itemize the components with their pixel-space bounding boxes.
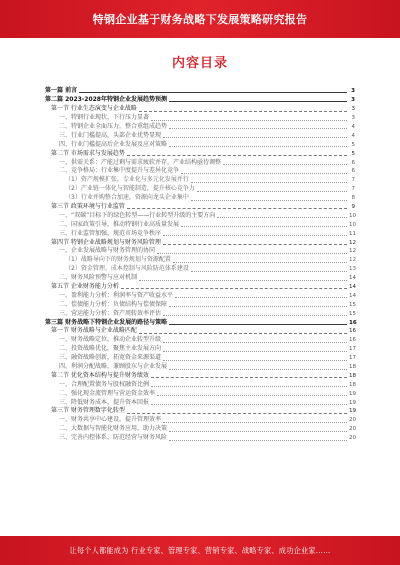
toc-entry[interactable] [45,86,355,95]
toc-entry-page: 14 [349,292,356,299]
toc-entry-title: 第二节 市场需求与发展趋势 [51,149,125,157]
toc-leader [139,280,347,281]
toc-leader [139,111,347,112]
toc-entry-title: 一、合理配置债务与股权融资比例 [59,380,150,388]
toc-entry-title: 一、“双碳”目标下的绿色转型——行业转型升级的主要方向 [59,211,216,219]
toc-leader [127,155,347,156]
toc-entry-title: 第一篇 前言 [45,87,78,95]
toc-leader [169,440,347,441]
toc-entry-page: 3 [351,88,355,95]
toc-entry-title: 第三节 政策环境与行业监管 [51,202,125,210]
toc-entry-page: 18 [349,372,356,379]
toc-leader [151,120,347,121]
toc-entry[interactable] [45,335,355,344]
toc-entry-title: 二、竞争格局：行业集中度提升与差异化竞争 [59,167,180,175]
toc-leader [151,386,347,387]
document-title: 特钢企业基于财务战略下发展策略研究报告 [92,13,308,26]
toc-entry[interactable] [45,139,355,148]
toc-entry-title: 二、特钢企业全面压力，整合重组成趋势 [59,122,168,130]
toc-entry-page: 7 [351,177,355,184]
toc-entry[interactable] [45,219,355,228]
toc-entry-page: 18 [349,381,356,388]
toc-leader [151,377,347,378]
toc-leader [181,173,347,174]
toc-entry-page: 12 [349,257,356,264]
toc-entry-page: 5 [351,141,355,148]
toc-leader [79,92,347,93]
toc-leader [163,315,347,316]
toc-entry-title: 第五节 企业财务能力分析 [51,282,119,290]
toc-entry[interactable] [45,228,355,237]
toc-leader [169,306,347,307]
toc-leader [191,271,347,272]
toc-leader [191,182,347,183]
toc-entry[interactable] [45,184,355,193]
toc-entry[interactable] [45,113,355,122]
toc-entry-title: 一、企业发展战略与财务管理的协同 [59,247,156,255]
toc-entry[interactable] [45,424,355,433]
toc-leader [173,262,347,263]
toc-entry-page: 19 [349,408,356,415]
toc-leader [163,235,347,236]
toc-entry[interactable] [45,210,355,219]
toc-entry-title: 二、大数据与智能化财务应用，助力决策 [59,425,168,433]
toc-entry-title: 第四节 特钢企业战略规划与财务风险管理 [51,238,161,246]
toc-entry[interactable] [45,353,355,362]
toc-entry[interactable] [45,379,355,388]
footer-slogan: 让每个人都能成为 行业专家、管理专家、营销专家、战略专家、成功企业家…… [69,545,331,555]
toc-entry-page: 4 [351,132,355,139]
toc-entry-page: 6 [351,168,355,175]
toc-leader [163,351,347,352]
toc-entry-title: 第三节 财务管理数字化转型 [51,407,125,415]
toc-entry-title: （2）产业链一体化与智能制造，提升核心竞争力 [65,185,195,193]
toc-leader [169,146,347,147]
toc-entry-page: 16 [349,337,356,344]
toc-leader [139,333,347,334]
toc-entry-title: 一、财务共享中心建设，提升管理效率 [59,416,162,424]
toc-entry[interactable] [45,246,355,255]
toc-leader [181,226,347,227]
toc-entry-title: 一、财务战略定位，推动企业转型升级 [59,336,162,344]
toc-leader [163,244,347,245]
toc-entry-page: 20 [349,435,356,442]
toc-entry-page: 3 [351,106,355,113]
toc-entry-title: 二、国家政策引导，推动特钢行业高质量发展 [59,220,180,228]
toc-leader [223,164,347,165]
toc-leader [163,422,347,423]
toc-entry[interactable] [45,202,355,211]
toc-leader [163,360,347,361]
toc-entry-page: 8 [351,195,355,202]
toc-entry-page: 16 [349,319,357,326]
toc-entry-page: 13 [349,266,356,273]
toc-entry[interactable] [45,388,355,397]
toc-entry[interactable] [45,371,355,380]
toc-leader [169,101,347,102]
toc-entry-page: 3 [351,97,355,104]
toc-entry[interactable] [45,308,355,317]
toc-entry[interactable] [45,157,355,166]
toc-entry[interactable] [45,237,355,246]
toc-leader [169,128,347,129]
toc-entry-page: 19 [349,390,356,397]
toc-entry-title: 二、投资战略优化，聚焦主业发展方向 [59,345,162,353]
toc-entry-page: 5 [351,150,355,157]
toc-entry[interactable] [45,166,355,175]
document-footer [0,536,400,565]
toc-entry[interactable] [45,326,355,335]
toc-entry-page: 4 [351,123,355,130]
toc-entry-page: 17 [349,355,356,362]
toc-entry-title: 三、行业门槛提高，头部企业优势显现 [59,131,162,139]
toc-entry[interactable] [45,193,355,202]
toc-entry-page: 11 [349,230,356,237]
toc-entry[interactable] [45,255,355,264]
toc-leader [169,431,347,432]
table-of-contents [45,86,355,442]
toc-leader [191,200,347,201]
toc-entry-title: 第一节 行业生态演变与企业战略 [51,105,137,113]
toc-leader [151,404,347,405]
toc-entry-title: 三、融资战略创新，拓宽资金来源渠道 [59,354,162,362]
toc-entry-page: 12 [349,239,356,246]
toc-entry-title: 三、完善内控体系，防范经营与财务风险 [59,434,168,442]
toc-entry-page: 14 [349,283,356,290]
toc-leader [163,342,347,343]
toc-entry-title: （1）资产规模扩张，专业化与多元化发展并行 [65,176,189,184]
toc-title: 内容目录 [171,56,228,71]
toc-entry-title: 一、特钢行业现状，下行压力显著 [59,114,150,122]
toc-leader [121,288,347,289]
toc-entry-page: 18 [349,364,356,370]
toc-entry[interactable] [45,175,355,184]
toc-entry-page: 19 [349,399,356,406]
toc-entry-page: 7 [351,186,355,193]
toc-entry[interactable] [45,104,355,113]
toc-entry[interactable] [45,95,355,104]
toc-entry-title: 三、营运能力分析：资产周转效率评估 [59,309,162,317]
toc-leader [157,253,347,254]
toc-entry-page: 6 [351,159,355,166]
toc-entry[interactable] [45,299,355,308]
toc-entry[interactable] [45,290,355,299]
toc-entry-title: 第二篇 2023-2028年特钢企业发展趋势预测 [45,96,167,104]
document-header [0,0,400,38]
toc-entry-page: 3 [351,115,355,122]
toc-entry-page: 12 [349,248,356,255]
toc-entry-page: 17 [349,346,356,353]
toc-entry[interactable] [45,130,355,139]
toc-entry-page: 15 [349,301,356,308]
toc-entry[interactable] [45,397,355,406]
toc-entry-title: 第三篇 财务战略下特钢企业发展的路径与策略 [45,318,168,326]
toc-entry-page: 20 [349,417,356,424]
toc-leader [175,297,347,298]
toc-entry[interactable] [45,122,355,131]
toc-leader [127,208,347,209]
toc-entry-title: （2）资金管理、成本控制与风险防范体系建设 [65,265,189,273]
toc-leader [197,191,347,192]
toc-entry-title: 第二节 优化资本结构与提升财务绩效 [51,371,149,379]
toc-leader [217,217,347,218]
toc-entry[interactable] [45,317,355,326]
toc-entry[interactable] [45,433,355,442]
toc-entry-page: 9 [351,203,355,210]
toc-entry-page: 10 [349,212,356,219]
toc-entry[interactable] [45,264,355,273]
toc-entry[interactable] [45,148,355,157]
toc-entry-title: 三、行业监管加强，规范市场竞争秩序 [59,229,162,237]
toc-leader [127,413,347,414]
toc-entry-page: 16 [349,328,356,335]
toc-entry-title: 四、利润分配战略，兼顾股东与企业发展 [59,363,168,370]
toc-entry-title: （1）战略导向下的财务规划与资源配置 [65,256,171,264]
toc-entry[interactable] [45,344,355,353]
toc-entry-title: 一、供需关系：产能过剩与需求疲软并存，产业结构亟待调整 [59,158,222,166]
toc-entry[interactable] [45,282,355,291]
toc-entry-title: 二、财务风险预警与应对机制 [59,274,138,282]
toc-entry-title: （3）行业并购整合加速，资源向龙头企业集中 [65,194,189,202]
toc-entry[interactable] [45,415,355,424]
toc-leader [169,369,347,370]
toc-entry-title: 四、行业门槛提高后企业发展及应对策略 [59,140,168,148]
toc-entry-title: 三、降低财务成本，提升资本回报 [59,398,150,406]
toc-entry-page: 15 [349,310,356,317]
toc-leader [157,395,347,396]
toc-entry-page: 20 [349,426,356,433]
toc-leader [169,324,347,325]
toc-entry-title: 二、偿债能力分析：负债结构与偿债保障 [59,300,168,308]
toc-entry-title: 第一节 财务战略与企业战略匹配 [51,327,137,335]
toc-entry-page: 10 [349,221,356,228]
toc-entry-page: 14 [349,275,356,282]
toc-entry-title: 二、强化现金流管理与营运资金效率 [59,389,156,397]
toc-leader [163,137,347,138]
toc-entry[interactable] [45,273,355,282]
toc-entry[interactable] [45,406,355,415]
toc-entry-title: 一、盈利能力分析：利润率与资产收益水平 [59,291,174,299]
toc-entry[interactable] [45,362,355,371]
